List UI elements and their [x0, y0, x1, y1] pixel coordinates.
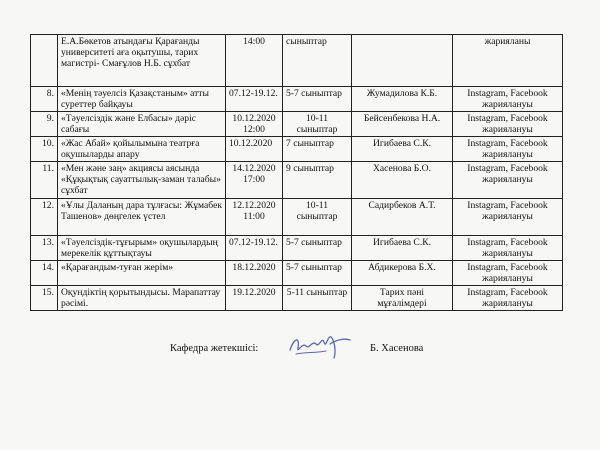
event-grade: 10-11 сыныптар	[283, 199, 352, 236]
event-grade: 9 сыныптар	[283, 162, 352, 199]
event-name: «Ұлы Даланың дара тұлғасы: Жұмабек Ташенов» дөңгелек үстел	[58, 199, 226, 236]
department-head-name: Б. Хасенова	[370, 343, 424, 354]
table-row	[31, 137, 563, 162]
event-name: «Менің тәуелсіз Қазақстаным» атты суреттер байқауы	[58, 87, 226, 112]
event-responsible	[352, 35, 453, 87]
event-publication: Instagram, Facebook жариялануы	[453, 286, 563, 311]
event-grade: 5-7 сыныптар	[283, 87, 352, 112]
event-responsible: Жумадилова К.Б.	[352, 87, 453, 112]
row-number: 15.	[31, 286, 58, 311]
event-date: 07.12-19.12.	[226, 87, 283, 112]
row-number: 9.	[31, 112, 58, 137]
event-date: 18.12.2020	[226, 261, 283, 286]
event-grade: сыныптар	[283, 35, 352, 87]
event-publication: Instagram, Facebook жариялануы	[453, 137, 563, 162]
event-date: 07.12-19.12.	[226, 236, 283, 261]
row-number: 14.	[31, 261, 58, 286]
event-publication: Instagram, Facebook жариялануы	[453, 199, 563, 236]
table-row	[31, 199, 563, 236]
event-date: 10.12.2020 12:00	[226, 112, 283, 137]
event-publication: Instagram, Facebook жариялануы	[453, 112, 563, 137]
event-name: Оқундіктің қорытындысы. Марапаттау рәсімі.	[58, 286, 226, 311]
event-date: 14:00	[226, 35, 283, 87]
table-row	[31, 35, 563, 87]
event-publication: жарияланы	[453, 35, 563, 87]
table-row	[31, 261, 563, 286]
event-responsible: Хасенова Б.О.	[352, 162, 453, 199]
row-number: 12.	[31, 199, 58, 236]
event-responsible: Игибаева С.К.	[352, 236, 453, 261]
row-number: 13.	[31, 236, 58, 261]
event-date: 12.12.2020 11:00	[226, 199, 283, 236]
row-number: 10.	[31, 137, 58, 162]
event-name: «Жас Абай» қойылымына театрға оқушыларды апару	[58, 137, 226, 162]
event-responsible: Абдикерова Б.Х.	[352, 261, 453, 286]
row-number	[31, 35, 58, 87]
table-row	[31, 236, 563, 261]
event-name: «Мен және заң» акциясы аясында «Құқықтық сауаттылық-заман талабы» сұхбат	[58, 162, 226, 199]
event-publication: Instagram, Facebook жариялануы	[453, 236, 563, 261]
event-grade: 10-11 сыныптар	[283, 112, 352, 137]
department-head-label: Кафедра жетекшісі:	[170, 343, 259, 354]
event-name: «Тәуелсіздік-тұғырым» оқушылардың мерекелік құттықтауы	[58, 236, 226, 261]
event-publication: Instagram, Facebook жариялануы	[453, 261, 563, 286]
event-grade: 5-7 сыныптар	[283, 261, 352, 286]
row-number: 11.	[31, 162, 58, 199]
event-grade: 5-7 сыныптар	[283, 236, 352, 261]
event-name: Е.А.Бөкетов атындағы Қарағанды университеті аға оқытушы, тарих магистрі- Смағұлов Н.Б. сұхбат	[58, 35, 226, 87]
event-publication: Instagram, Facebook жариялануы	[453, 87, 563, 112]
event-publication: Instagram, Facebook жариялануы	[453, 162, 563, 199]
handwritten-signature	[286, 328, 352, 362]
event-name: «Тәуелсіздік және Елбасы» дәріс сабағы	[58, 112, 226, 137]
event-date: 10.12.2020	[226, 137, 283, 162]
event-date: 14.12.2020 17:00	[226, 162, 283, 199]
event-grade: 7 сыныптар	[283, 137, 352, 162]
table-row	[31, 112, 563, 137]
table-row	[31, 87, 563, 112]
event-date: 19.12.2020	[226, 286, 283, 311]
event-responsible: Садирбеков А.Т.	[352, 199, 453, 236]
event-responsible: Тарих пәні мұғалімдері	[352, 286, 453, 311]
event-responsible: Игибаева С.К.	[352, 137, 453, 162]
table-row	[31, 286, 563, 311]
event-grade: 5-11 сыныптар	[283, 286, 352, 311]
events-table	[30, 34, 563, 311]
event-name: «Қарағандым-туған жерім»	[58, 261, 226, 286]
row-number: 8.	[31, 87, 58, 112]
event-responsible: Бейсенбекова Н.А.	[352, 112, 453, 137]
table-row	[31, 162, 563, 199]
